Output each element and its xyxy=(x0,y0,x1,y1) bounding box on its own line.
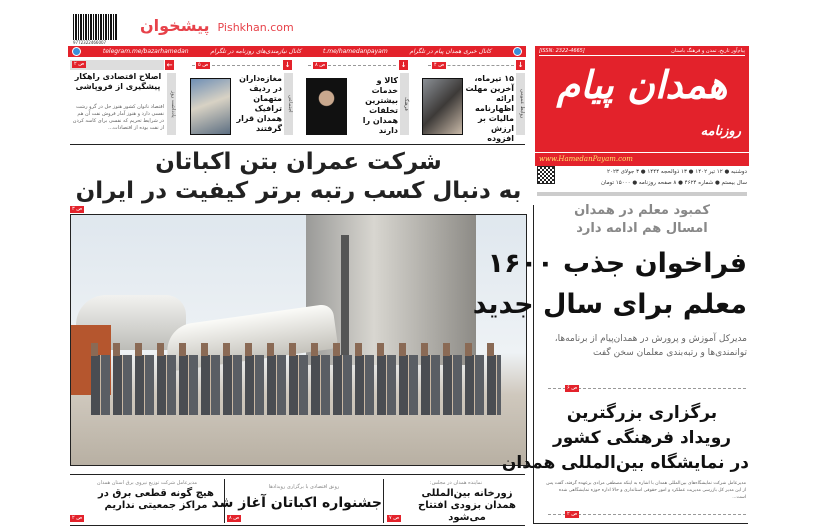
arrow-down-icon: ↓ xyxy=(517,61,524,69)
lead-headline-line2[interactable]: معلم برای سال جدید xyxy=(472,289,747,320)
telegram-bar xyxy=(68,46,526,57)
page-ref[interactable]: ص ۸ xyxy=(315,62,326,68)
lead-text: مدیرکل آموزش و پرورش در همدان‌پیام از برنامه‌ها، توانمندی‌ها و رتبه‌بندی معلمان سخن گفت xyxy=(554,334,747,358)
newspaper-subtitle: روزنامه xyxy=(700,124,741,139)
divider xyxy=(70,144,525,145)
section-label: روابط عمومی xyxy=(516,73,525,135)
teaser-headline[interactable]: مغازه‌داران در ردیف متهمان ترافیک همدان قرار گرفتند xyxy=(236,74,282,133)
telegram-label-right: کانال خبری همدان پیام در تلگرام xyxy=(409,48,492,55)
lead-headline-line1[interactable]: فراخوان جذب ۱۶۰۰ xyxy=(487,248,747,279)
arrow-down-icon: ↓ xyxy=(284,61,291,69)
bottom-story-kicker: نماینده همدان در مجلس: xyxy=(429,480,483,486)
story-kicker: امسال هم ادامه دارد xyxy=(576,221,708,236)
editorial-body: اقتصاد ناتوان کشور هنوز حل در گرو رشت نفسی دارد و هنوز آمار فروش نفت آن هم در شرایط تحریم که نفسی برای کاسه کردن از نفت بوده از اقتصادات... xyxy=(72,104,164,131)
divider xyxy=(383,479,384,523)
group-of-workers xyxy=(91,355,501,415)
date-line: دوشنبه ● ۱۲ تیر ۱۴۰۲ ● ۱۳ ذوالحجه ۱۴۴۴ ● ۳ جولای ۲۰۲۳ xyxy=(607,169,747,175)
divider xyxy=(70,474,525,475)
barcode xyxy=(73,14,117,40)
tagline: پیام‌آور تاریخ، تمدن و فرهنگ باستان xyxy=(671,48,745,54)
barcode-number: 9772322466007 xyxy=(73,40,107,45)
divider xyxy=(533,523,748,524)
bottom-story-headline[interactable]: هیچ گونه قطعی برق در مراکز جمعیتی نداریم xyxy=(98,488,214,511)
page-ref[interactable]: ص ۲ xyxy=(72,515,83,521)
qr-code xyxy=(537,166,555,184)
watermark-site: Pishkhan.com xyxy=(217,21,294,34)
story-headline-line3[interactable]: در نمایشگاه بین‌المللی همدان xyxy=(501,453,749,473)
main-photo xyxy=(70,214,527,466)
section-label: یادداشت روز xyxy=(167,73,176,135)
story-headline-line2[interactable]: رویداد فرهنگی کشور xyxy=(552,428,732,448)
teaser-photo xyxy=(422,78,463,135)
page-ref[interactable]: ص ۸ xyxy=(229,515,240,521)
story-kicker: کمبود معلم در همدان xyxy=(574,203,710,218)
page-ref[interactable]: ص ۶ xyxy=(567,385,578,391)
telegram-icon xyxy=(513,47,522,56)
page-ref[interactable]: ص ۲ xyxy=(74,61,85,67)
editorial-title[interactable]: اصلاح اقتصادی راهکار پیشگیری از فروپاشی xyxy=(74,72,162,91)
website-link[interactable]: www.HamedanPayam.com xyxy=(535,152,749,164)
teaser-photo xyxy=(306,78,347,135)
section-label: اجتماعی xyxy=(284,73,293,135)
telegram-link-right[interactable]: t.me/hamedanpayam xyxy=(323,48,388,55)
section-label: فرهنگ xyxy=(400,73,409,135)
main-headline-line1[interactable]: شرکت عمران بتن اکباتان xyxy=(155,149,442,175)
watermark xyxy=(140,16,294,35)
divider xyxy=(70,525,525,526)
arrow-down-icon: ↓ xyxy=(400,61,407,69)
telegram-label-left: کانال نیازمندی‌های روزنامه در تلگرام xyxy=(210,48,302,55)
issn: [ISSN: 2322-4665] xyxy=(539,48,585,54)
story-headline-line1[interactable]: برگزاری بزرگترین xyxy=(566,403,718,423)
main-headline-line2[interactable]: به دنبال کسب رتبه برتر کیفیت در ایران xyxy=(75,178,522,204)
teaser-headline[interactable]: کالا و خدمات بیشترین تخلفات همدان را دارند xyxy=(362,76,398,135)
teaser-headline[interactable]: ۱۵ تیرماه، آخرین مهلت ارائه اظهارنامه مالیات بر ارزش افزوده xyxy=(465,74,514,143)
bottom-story-kicker: رونق اقتصادی با برگزاری رویدادها xyxy=(268,484,340,490)
page-ref[interactable]: ص ۲ xyxy=(567,511,578,517)
divider xyxy=(537,192,747,196)
masthead xyxy=(535,46,749,166)
teaser-photo xyxy=(190,78,231,135)
bottom-story-kicker: مدیرعامل شرکت توزیع نیروی برق استان همدان xyxy=(96,480,198,486)
newspaper-title: همدان پیام xyxy=(556,62,728,107)
story-body: مدیرعامل شرکت نمایشگاه‌های بین‌المللی همدان با اشاره به اینکه مصطفی مرادی برعهده گرفته، گفت پس از این مدیر کل بازرسی مدیریت عملکرد و امور حقوقی استانداری و حالا اداره حوزه نمایشگاهی شده است... xyxy=(546,481,746,500)
bottom-story-headline[interactable]: جشنواره اکباتان آغاز شد xyxy=(211,495,382,511)
page-ref[interactable]: ص ۳ xyxy=(72,206,83,212)
watermark-name: پیشخوان xyxy=(140,16,210,35)
worker-heads xyxy=(91,343,501,356)
page-ref[interactable]: ص ۴ xyxy=(434,62,445,68)
page-ref[interactable]: ص ۵ xyxy=(198,62,209,68)
telegram-link-left[interactable]: telegram.me/bazarhamedan xyxy=(102,48,189,55)
issue-info: سال بیستم ● شماره ۴۶۲۴ ● ۸ صفحه روزنامه ● ۱۵۰۰۰ تومان xyxy=(601,180,747,186)
page-ref[interactable]: ص ۷ xyxy=(389,515,400,521)
bottom-story-headline[interactable]: زورخانه بین‌المللی همدان بزودی افتتاح می‌شود xyxy=(418,488,516,523)
arrow-left-icon: ← xyxy=(166,61,173,69)
telegram-icon xyxy=(72,47,81,56)
